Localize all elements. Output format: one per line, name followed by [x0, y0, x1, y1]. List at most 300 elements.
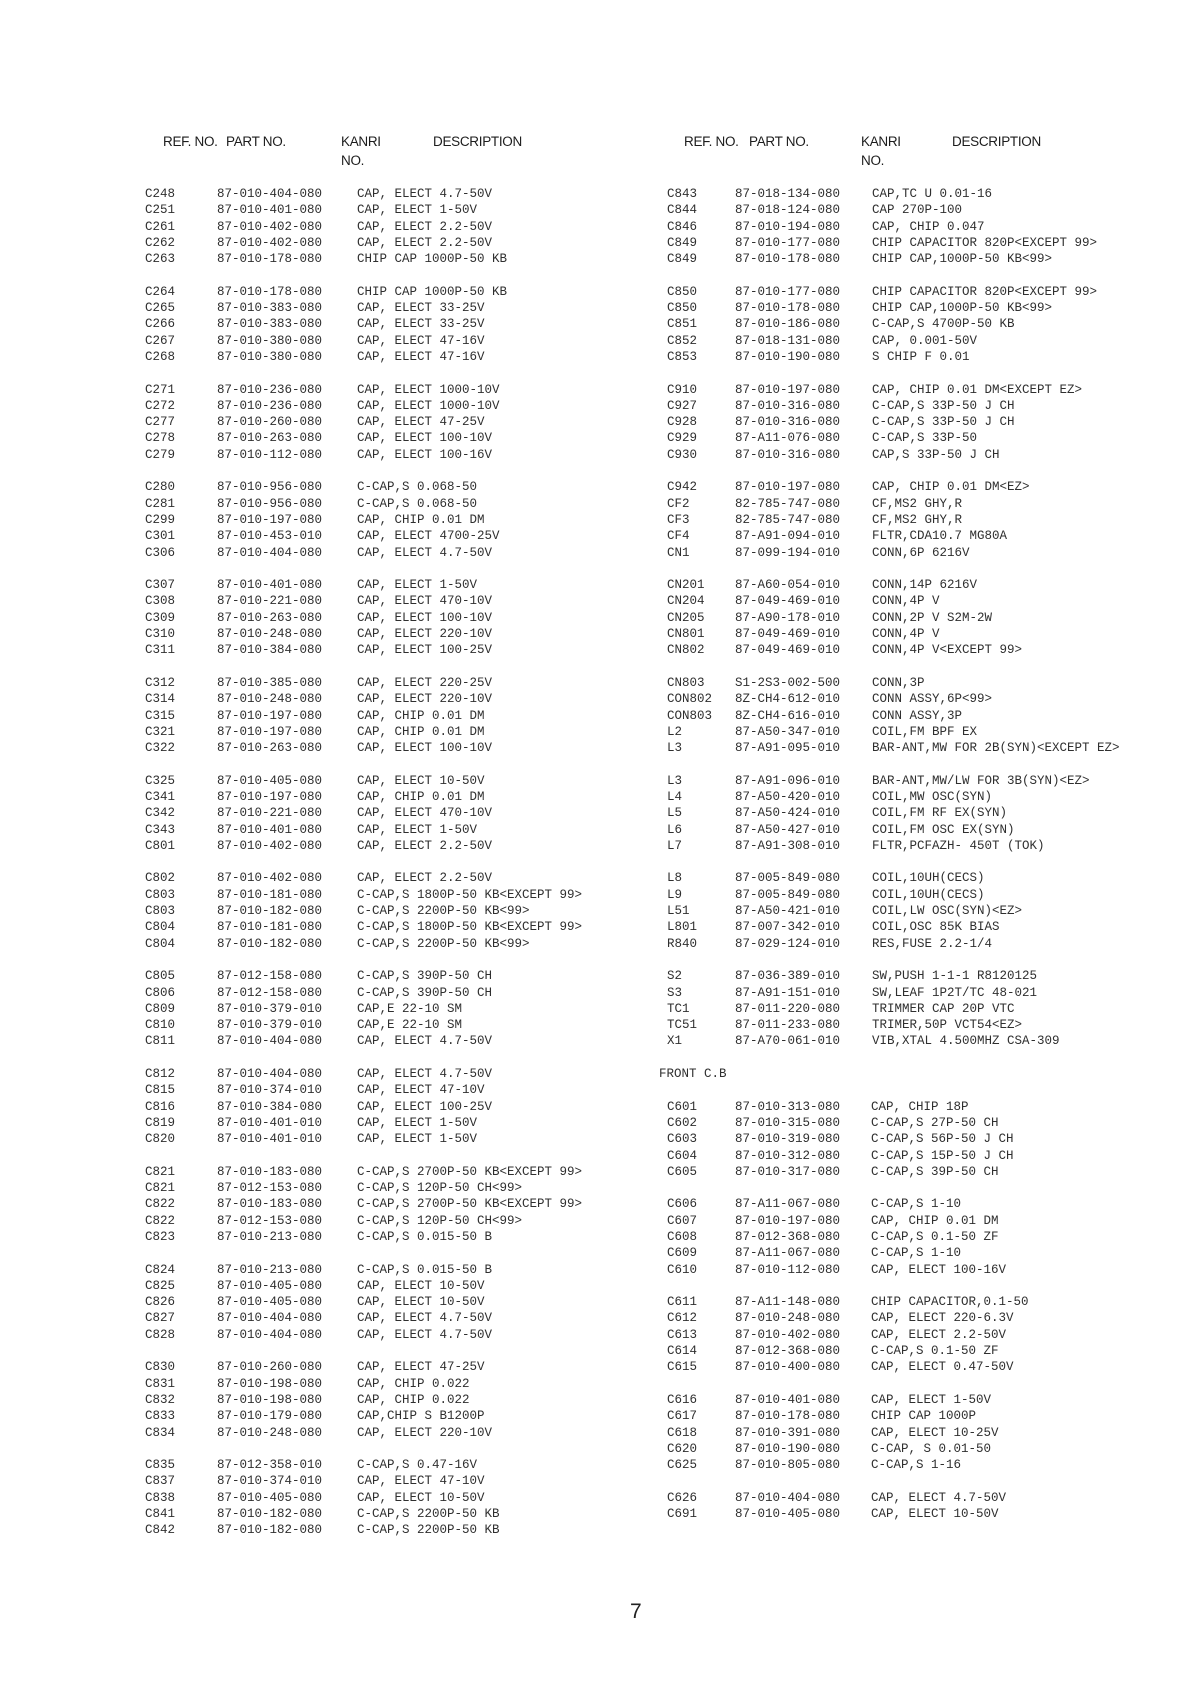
description: CAP, ELECT 33-25V: [357, 317, 485, 332]
part-no: 87-012-368-080: [735, 1230, 841, 1244]
description: CAP, ELECT 220-10V: [357, 627, 493, 642]
part-row: [667, 822, 1015, 838]
ref-no: C301: [145, 529, 176, 544]
description: CAP, ELECT 4.7-50V: [357, 187, 493, 201]
part-no: 87-A11-067-080: [735, 1246, 841, 1261]
ref-no: C268: [145, 349, 176, 364]
ref-no: L51: [667, 904, 690, 919]
description: CAP, ELECT 4.7-50V: [357, 1327, 493, 1342]
description: FLTR,CDA10.7 MG80A: [872, 529, 1008, 544]
part-row: [667, 593, 940, 609]
description: CAP, ELECT 10-50V: [357, 773, 485, 788]
part-no: 87-010-182-080: [217, 1523, 323, 1538]
ref-no: C271: [145, 382, 176, 397]
description: CAP, ELECT 2.2-50V: [871, 1327, 1007, 1342]
description: CAP, ELECT 10-50V: [871, 1507, 999, 1522]
part-row: [667, 1001, 1015, 1017]
part-no: 87-010-312-080: [735, 1148, 841, 1163]
ref-no: C261: [145, 219, 176, 234]
ref-no: TC51: [667, 1018, 698, 1033]
part-no: 87-012-358-010: [217, 1458, 323, 1473]
ref-no: C343: [145, 822, 176, 837]
ref-no: C609: [667, 1246, 698, 1261]
section-title-front-cb: FRONT C.B: [659, 1067, 727, 1082]
part-no: 87-099-194-010: [735, 545, 841, 560]
part-no: 87-010-317-080: [735, 1164, 841, 1179]
description: CAP, ELECT 1000-10V: [357, 398, 500, 413]
ref-no: C605: [667, 1164, 698, 1179]
description: CONN,4P V<EXCEPT 99>: [872, 643, 1023, 658]
part-no: 87-010-197-080: [217, 724, 323, 739]
description: CAP, ELECT 470-10V: [357, 806, 493, 821]
ref-no: C278: [145, 431, 176, 446]
ref-no: C822: [145, 1213, 176, 1228]
ref-no: L4: [667, 789, 683, 804]
description: CAP, ELECT 220-10V: [357, 1425, 493, 1440]
description: CONN ASSY,3P: [872, 708, 963, 723]
part-no-header: PART NO.: [226, 134, 286, 149]
part-no: 87-010-404-080: [217, 1311, 323, 1326]
description: CHIP CAPACITOR 820P<EXCEPT 99>: [872, 235, 1098, 250]
ref-no: L3: [667, 773, 683, 788]
description: BAR-ANT,MW FOR 2B(SYN)<EXCEPT EZ>: [872, 741, 1120, 756]
description: COIL,FM OSC EX(SYN): [872, 822, 1015, 837]
description: CONN,4P V: [872, 627, 940, 642]
part-no: 87-010-178-080: [735, 252, 841, 267]
description: CONN ASSY,6P<99>: [872, 692, 993, 707]
ref-no: C251: [145, 203, 176, 218]
description: C-CAP,S 56P-50 J CH: [871, 1132, 1014, 1147]
description: COIL,LW OSC(SYN)<EZ>: [872, 904, 1023, 919]
part-row: [667, 333, 978, 349]
description: C-CAP, S 0.01-50: [871, 1441, 992, 1456]
part-no: 87-005-849-080: [735, 887, 841, 902]
description: C-CAP,S 4700P-50 KB: [872, 317, 1015, 332]
ref-no: C264: [145, 284, 176, 299]
description: CAP, ELECT 100-10V: [357, 610, 493, 625]
part-row: [667, 349, 970, 365]
ref-no: R840: [667, 936, 698, 951]
part-row: [667, 219, 985, 235]
part-no: 87-010-401-010: [217, 1132, 323, 1147]
ref-no: C312: [145, 675, 176, 690]
ref-no: CF3: [667, 512, 690, 527]
part-row: [667, 398, 1015, 414]
part-no: 87-010-182-080: [217, 904, 323, 919]
ref-no: C321: [145, 724, 176, 739]
part-no: 87-A50-427-010: [735, 822, 841, 837]
description: C-CAP,S 15P-50 J CH: [871, 1148, 1014, 1163]
description: C-CAP,S 33P-50: [872, 431, 978, 446]
part-no: 87-010-260-080: [217, 1360, 323, 1375]
part-row: [667, 1017, 1023, 1033]
part-no: 87-010-401-080: [217, 578, 323, 593]
description: CAP, ELECT 10-25V: [871, 1425, 999, 1440]
ref-no: C610: [667, 1262, 698, 1277]
part-no: 87-010-400-080: [735, 1360, 841, 1375]
ref-no: C830: [145, 1360, 176, 1375]
description: CAP, ELECT 2.2-50V: [357, 235, 493, 250]
description: CAP 270P-100: [872, 203, 963, 218]
description: CAP,E 22-10 SM: [357, 1018, 463, 1033]
description: C-CAP,S 0.015-50 B: [357, 1230, 493, 1244]
part-row: [667, 382, 1083, 398]
ref-no: CN205: [667, 610, 705, 625]
ref-no: C846: [667, 219, 698, 234]
ref-no: C265: [145, 301, 176, 316]
ref-no: C851: [667, 317, 698, 332]
part-no: 87-012-158-080: [217, 985, 323, 1000]
group-gap: [667, 1376, 735, 1392]
kanri-no-header: NO.: [341, 153, 365, 168]
part-no: 87-010-379-010: [217, 1001, 323, 1016]
ref-no: C843: [667, 187, 698, 201]
part-no: 87-010-384-080: [217, 1099, 323, 1114]
part-no: 8Z-CH4-612-010: [735, 692, 841, 707]
description: CAP, CHIP 0.022: [357, 1376, 470, 1391]
description: CAP, ELECT 1-50V: [871, 1392, 992, 1407]
description: C-CAP,S 2200P-50 KB<99>: [357, 904, 530, 919]
description: CAP, ELECT 4.7-50V: [871, 1490, 1007, 1505]
part-no: 87-010-402-080: [217, 219, 323, 234]
description: S CHIP F 0.01: [872, 349, 970, 364]
part-row: [667, 1327, 1007, 1343]
part-no: 87-010-248-080: [217, 1425, 323, 1440]
description-header: DESCRIPTION: [433, 134, 522, 149]
part-no: 87-010-401-080: [735, 1392, 841, 1407]
part-no: 87-A91-094-010: [735, 529, 841, 544]
part-no: 87-012-153-080: [217, 1181, 323, 1196]
part-no: 87-010-248-080: [735, 1311, 841, 1326]
part-row: [667, 1262, 1007, 1278]
description: C-CAP,S 2200P-50 KB<99>: [357, 936, 530, 951]
group-gap: [667, 854, 735, 870]
description: CAP, ELECT 1-50V: [357, 1132, 478, 1147]
group-gap: [667, 463, 735, 479]
description-header: DESCRIPTION: [952, 134, 1041, 149]
ref-no: C325: [145, 773, 176, 788]
group-gap: [667, 1278, 735, 1294]
part-no: 87-010-248-080: [217, 692, 323, 707]
part-no: 87-018-134-080: [735, 187, 841, 201]
ref-no: C844: [667, 203, 698, 218]
part-row: [667, 1441, 992, 1457]
description: CAP, ELECT 100-25V: [357, 643, 493, 658]
description: CONN,2P V S2M-2W: [872, 610, 993, 625]
ref-no: C306: [145, 545, 176, 560]
part-no: 87-010-221-080: [217, 594, 323, 609]
part-row: [667, 675, 925, 691]
kanri-no-header: NO.: [861, 153, 885, 168]
part-row: [667, 968, 1038, 984]
description: CHIP CAPACITOR,0.1-50: [871, 1295, 1029, 1310]
part-row: [667, 202, 963, 218]
ref-no: C811: [145, 1034, 176, 1049]
ref-no: C606: [667, 1197, 698, 1212]
part-row: [667, 300, 1053, 316]
ref-no: C823: [145, 1230, 176, 1244]
part-no: 87-010-198-080: [217, 1392, 323, 1407]
description: CAP, CHIP 0.01 DM<EXCEPT EZ>: [872, 382, 1083, 397]
ref-no: C837: [145, 1474, 176, 1489]
ref-no: C280: [145, 480, 176, 495]
kanri-header: KANRI: [861, 134, 901, 149]
description: CAP, CHIP 0.047: [872, 219, 985, 234]
description: C-CAP,S 27P-50 CH: [871, 1115, 999, 1130]
part-row: [667, 691, 993, 707]
description: CHIP CAP,1000P-50 KB<99>: [872, 252, 1053, 267]
ref-no: CN204: [667, 594, 705, 609]
part-no: 87-010-112-080: [217, 447, 323, 462]
group-gap: [667, 1082, 735, 1098]
part-no: S1-2S3-002-500: [735, 675, 841, 690]
part-no: 87-010-380-080: [217, 333, 323, 348]
ref-no: TC1: [667, 1001, 690, 1016]
part-no: 87-010-315-080: [735, 1115, 841, 1130]
ref-no: C267: [145, 333, 176, 348]
part-row: [667, 985, 1038, 1001]
description: CAP, ELECT 100-16V: [871, 1262, 1007, 1277]
part-no: 87-010-374-010: [217, 1474, 323, 1489]
ref-no: C611: [667, 1295, 698, 1310]
description: C-CAP,S 390P-50 CH: [357, 985, 493, 1000]
ref-no: C815: [145, 1083, 176, 1098]
part-no: 87-010-178-080: [217, 284, 323, 299]
part-row: [667, 1294, 1029, 1310]
ref-no: L3: [667, 741, 683, 756]
part-no: 87-010-221-080: [217, 806, 323, 821]
ref-no: C803: [145, 887, 176, 902]
group-gap: [667, 561, 735, 577]
ref-no: L5: [667, 806, 683, 821]
ref-no: C341: [145, 789, 176, 804]
ref-no: C850: [667, 301, 698, 316]
description: CAP, CHIP 0.022: [357, 1392, 470, 1407]
ref-no: C691: [667, 1507, 698, 1522]
part-no: 8Z-CH4-616-010: [735, 708, 841, 723]
part-no: 87-A70-061-010: [735, 1034, 841, 1049]
part-no: 87-010-405-080: [735, 1507, 841, 1522]
ref-no: C842: [145, 1523, 176, 1538]
description: CAP, ELECT 4700-25V: [357, 529, 500, 544]
part-no: 87-010-316-080: [735, 398, 841, 413]
part-no: 87-010-405-080: [217, 1295, 323, 1310]
group-gap: [667, 952, 735, 968]
ref-no: C322: [145, 741, 176, 756]
ref-no: CN201: [667, 578, 705, 593]
description: CAP, ELECT 47-16V: [357, 333, 485, 348]
part-row: [667, 1229, 999, 1245]
ref-no: C832: [145, 1392, 176, 1407]
part-no: 87-049-469-010: [735, 643, 841, 658]
ref-no: C315: [145, 708, 176, 723]
part-row: [667, 1131, 1014, 1147]
part-row: [667, 610, 993, 626]
description: C-CAP,S 0.068-50: [357, 496, 478, 511]
description: TRIMMER CAP 20P VTC: [872, 1001, 1015, 1016]
part-no: 87-010-213-080: [217, 1230, 323, 1244]
ref-no: C626: [667, 1490, 698, 1505]
description: CAP,TC U 0.01-16: [872, 187, 993, 201]
part-row: [667, 773, 1090, 789]
description: CAP, ELECT 0.47-50V: [871, 1360, 1014, 1375]
ref-no: C910: [667, 382, 698, 397]
ref-no: C802: [145, 871, 176, 886]
part-row: [667, 724, 978, 740]
description: CAP, ELECT 470-10V: [357, 594, 493, 609]
description: CAP, CHIP 0.01 DM: [357, 708, 485, 723]
part-no: 87-036-389-010: [735, 969, 841, 984]
description: CHIP CAP 1000P: [871, 1409, 977, 1424]
description: CAP, CHIP 0.01 DM<EZ>: [872, 480, 1030, 495]
ref-no: C834: [145, 1425, 176, 1440]
part-row: [667, 887, 985, 903]
part-no: 87-010-263-080: [217, 431, 323, 446]
group-gap: [667, 659, 735, 675]
ref-no: C942: [667, 480, 698, 495]
part-no: 87-010-197-080: [735, 480, 841, 495]
description: C-CAP,S 39P-50 CH: [871, 1164, 999, 1179]
ref-no: C601: [667, 1099, 698, 1114]
part-no: 87-010-319-080: [735, 1132, 841, 1147]
part-no: 87-010-197-080: [217, 708, 323, 723]
ref-no: C827: [145, 1311, 176, 1326]
description: C-CAP,S 0.1-50 ZF: [871, 1230, 999, 1244]
description: CAP, CHIP 0.01 DM: [357, 512, 485, 527]
part-no: 87-010-956-080: [217, 480, 323, 495]
part-row: [667, 1033, 1060, 1049]
ref-no: C820: [145, 1132, 176, 1147]
part-no: 87-010-213-080: [217, 1262, 323, 1277]
description: CAP, ELECT 47-10V: [357, 1474, 485, 1489]
description: CAP, ELECT 10-50V: [357, 1295, 485, 1310]
ref-no: C806: [145, 985, 176, 1000]
part-row: [667, 919, 1000, 935]
part-no: 87-011-233-080: [735, 1018, 841, 1033]
ref-no: CF2: [667, 496, 690, 511]
part-row: [667, 903, 1023, 919]
ref-no: C852: [667, 333, 698, 348]
ref-no: C833: [145, 1409, 176, 1424]
ref-no: C308: [145, 594, 176, 609]
ref-no: C608: [667, 1230, 698, 1244]
description: CAP, ELECT 4.7-50V: [357, 1034, 493, 1049]
description: CAP,E 22-10 SM: [357, 1001, 463, 1016]
description: SW,LEAF 1P2T/TC 48-021: [872, 985, 1038, 1000]
part-row: [667, 642, 1023, 658]
description: CAP, ELECT 4.7-50V: [357, 1067, 493, 1082]
ref-no: C805: [145, 969, 176, 984]
part-no: 87-010-194-080: [735, 219, 841, 234]
part-row: [667, 789, 993, 805]
ref-no: L7: [667, 838, 683, 853]
part-no: 87-A50-424-010: [735, 806, 841, 821]
ref-no: C849: [667, 235, 698, 250]
part-row: [667, 1490, 1007, 1506]
part-no: 87-A11-148-080: [735, 1295, 841, 1310]
part-no: 87-012-153-080: [217, 1213, 323, 1228]
description: CAP, CHIP 0.01 DM: [357, 789, 485, 804]
description: C-CAP,S 2700P-50 KB<EXCEPT 99>: [357, 1197, 583, 1212]
ref-no: C825: [145, 1278, 176, 1293]
part-row: [667, 545, 970, 561]
ref-no-header: REF. NO.: [163, 134, 218, 149]
ref-no: C821: [145, 1164, 176, 1179]
ref-no: C838: [145, 1490, 176, 1505]
part-no: 87-010-198-080: [217, 1376, 323, 1391]
part-row: [667, 936, 993, 952]
part-row: [667, 870, 985, 886]
description: CAP, ELECT 1-50V: [357, 203, 478, 218]
ref-no: C342: [145, 806, 176, 821]
description: CAP, ELECT 4.7-50V: [357, 1311, 493, 1326]
description: CAP, CHIP 0.01 DM: [357, 724, 485, 739]
ref-no: L9: [667, 887, 683, 902]
description: C-CAP,S 0.47-16V: [357, 1458, 478, 1473]
part-no: 87-A50-420-010: [735, 789, 841, 804]
part-row: [667, 1457, 962, 1473]
part-no: 87-010-391-080: [735, 1425, 841, 1440]
part-no: 87-010-190-080: [735, 1441, 841, 1456]
part-row: [667, 316, 1015, 332]
part-no: 87-A90-178-010: [735, 610, 841, 625]
part-no: 87-010-182-080: [217, 1507, 323, 1522]
part-row: [667, 414, 1015, 430]
part-no: 87-010-197-080: [735, 382, 841, 397]
ref-no: C804: [145, 936, 176, 951]
ref-no: C299: [145, 512, 176, 527]
description: CAP, ELECT 2.2-50V: [357, 838, 493, 853]
part-row: [667, 1343, 999, 1359]
part-row: [667, 512, 963, 528]
description: C-CAP,S 1-16: [871, 1458, 962, 1473]
part-row: [667, 186, 993, 202]
ref-no: C277: [145, 415, 176, 430]
ref-no: C279: [145, 447, 176, 462]
part-no: 87-010-402-080: [217, 838, 323, 853]
description: CAP, ELECT 1-50V: [357, 822, 478, 837]
description: CAP, ELECT 10-50V: [357, 1490, 485, 1505]
part-no: 87-018-131-080: [735, 333, 841, 348]
ref-no: C248: [145, 187, 176, 201]
description: CAP, ELECT 47-10V: [357, 1083, 485, 1098]
description: CHIP CAPACITOR 820P<EXCEPT 99>: [872, 284, 1098, 299]
description: CAP, ELECT 220-10V: [357, 692, 493, 707]
part-no: 87-A91-096-010: [735, 773, 841, 788]
description: C-CAP,S 0.015-50 B: [357, 1262, 493, 1277]
group-gap: [667, 267, 735, 283]
description: CAP, ELECT 10-50V: [357, 1278, 485, 1293]
part-no: 87-010-181-080: [217, 887, 323, 902]
part-no: 87-029-124-010: [735, 936, 841, 951]
ref-no: C812: [145, 1067, 176, 1082]
part-no: 87-010-405-080: [217, 1490, 323, 1505]
ref-no: C810: [145, 1018, 176, 1033]
ref-no: C307: [145, 578, 176, 593]
part-row: [667, 1196, 962, 1212]
part-no: 87-010-236-080: [217, 398, 323, 413]
part-row: [667, 496, 963, 512]
ref-no: C314: [145, 692, 176, 707]
part-no: 87-A11-076-080: [735, 431, 841, 446]
description: CAP, ELECT 100-16V: [357, 447, 493, 462]
part-no: 87-010-404-080: [217, 545, 323, 560]
part-no: 87-010-177-080: [735, 235, 841, 250]
ref-no: C615: [667, 1360, 698, 1375]
part-no: 87-010-178-080: [735, 301, 841, 316]
ref-no: C853: [667, 349, 698, 364]
part-no: 87-010-186-080: [735, 317, 841, 332]
